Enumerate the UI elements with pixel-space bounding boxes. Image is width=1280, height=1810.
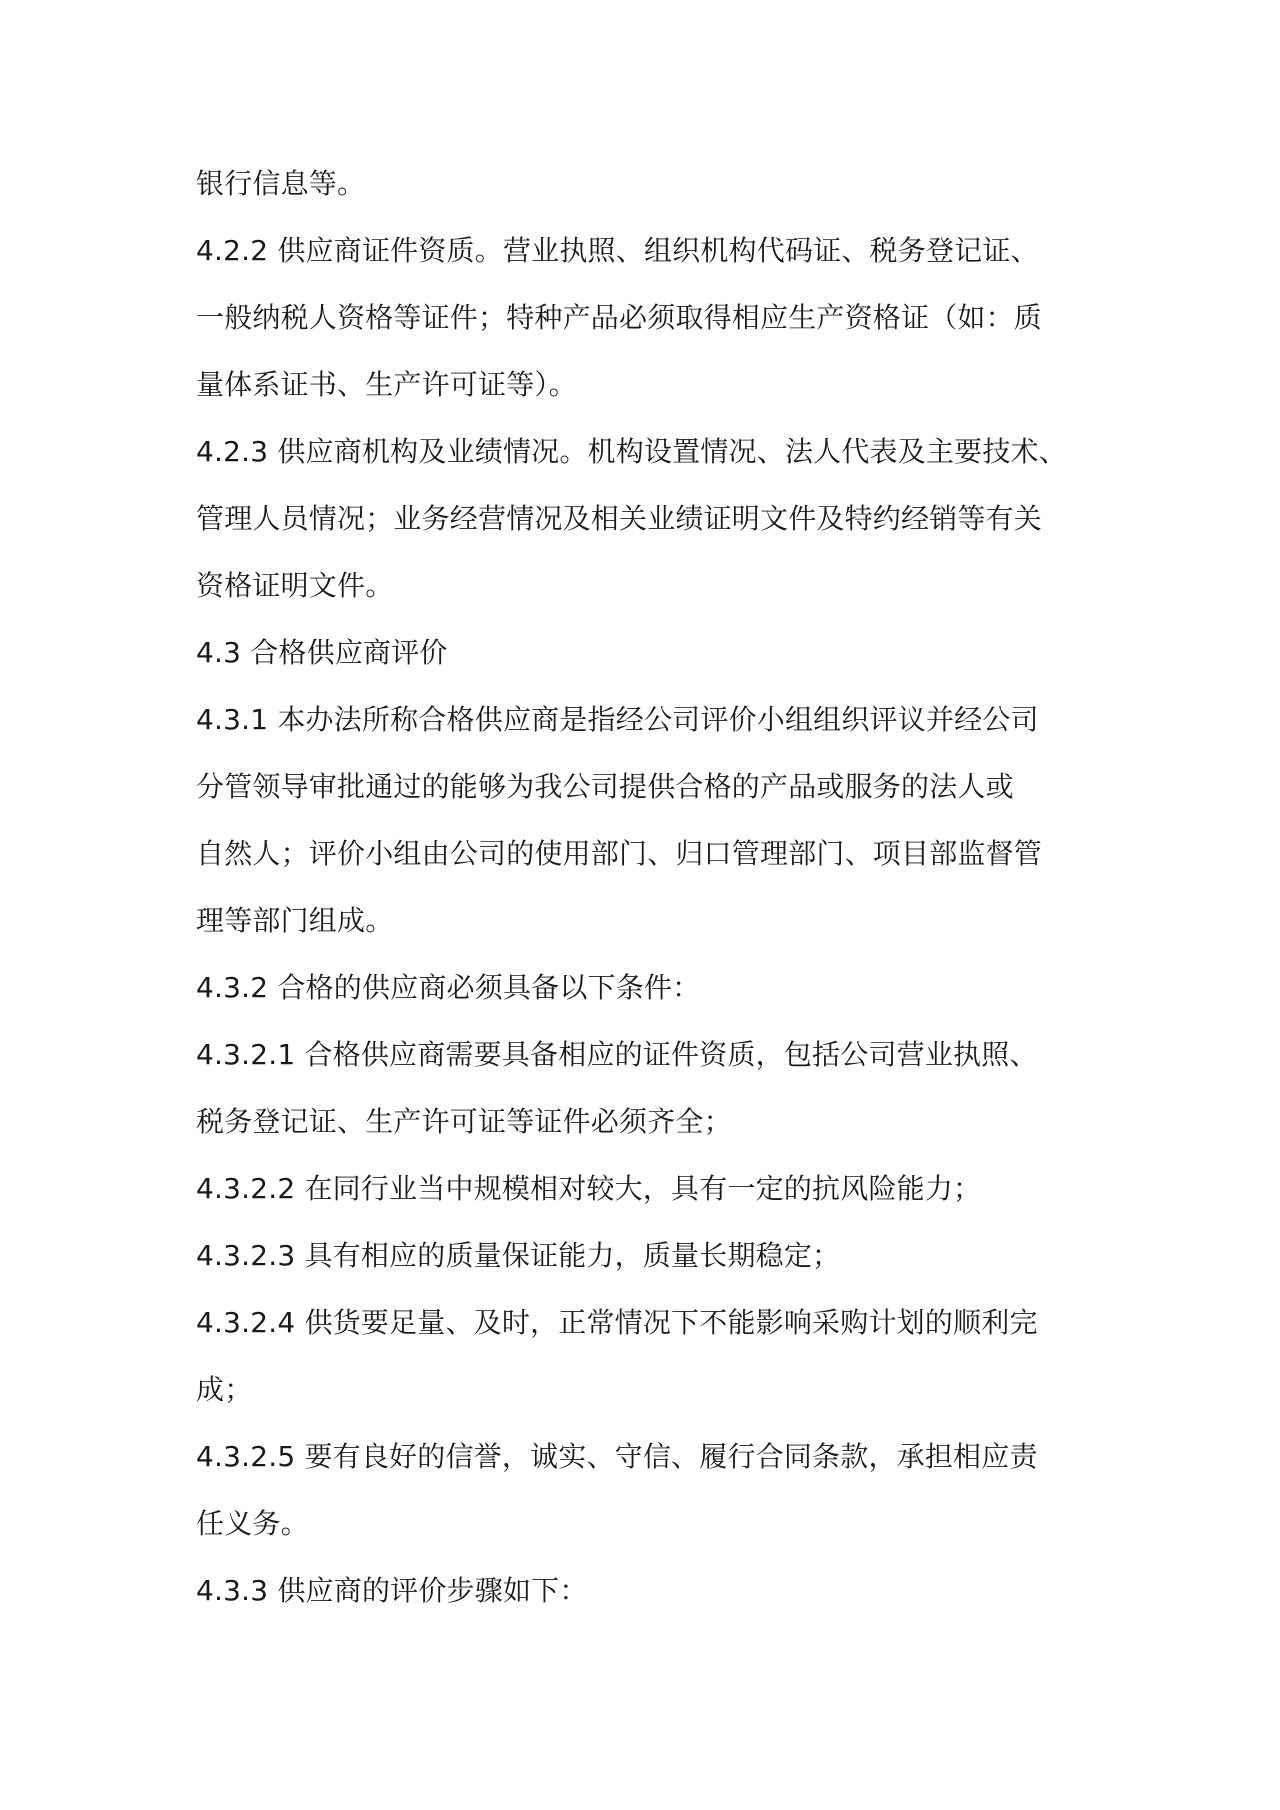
text-line: 4.3.2.4 供货要足量、及时，正常情况下不能影响采购计划的顺利完 [196,1306,1038,1339]
text-line: 4.3.1 本办法所称合格供应商是指经公司评价小组组织评议并经公司 [196,703,1039,736]
text-line: 4.3.2 合格的供应商必须具备以下条件： [196,971,701,1004]
text-line: 自然人；评价小组由公司的使用部门、归口管理部门、项目部监督管 [196,837,1043,870]
text-line: 任义务。 [196,1507,309,1540]
text-line: 税务登记证、生产许可证等证件必须齐全； [196,1105,732,1138]
text-line: 4.3.3 供应商的评价步骤如下： [196,1574,588,1607]
text-line: 一般纳税人资格等证件；特种产品必须取得相应生产资格证（如：质 [196,301,1043,334]
text-line: 4.2.2 供应商证件资质。营业执照、组织机构代码证、税务登记证、 [196,234,1039,267]
text-line: 4.3.2.2 在同行业当中规模相对较大，具有一定的抗风险能力； [196,1172,982,1205]
text-line: 成； [196,1373,253,1406]
text-line: 4.2.3 供应商机构及业绩情况。机构设置情况、法人代表及主要技术、 [196,435,1067,468]
section-heading: 4.3 合格供应商评价 [196,636,448,669]
text-line: 资格证明文件。 [196,569,394,602]
text-line: 4.3.2.3 具有相应的质量保证能力，质量长期稳定； [196,1239,841,1272]
text-line: 4.3.2.1 合格供应商需要具备相应的证件资质，包括公司营业执照、 [196,1038,1038,1071]
text-line: 管理人员情况；业务经营情况及相关业绩证明文件及特约经销等有关 [196,502,1043,535]
text-line: 银行信息等。 [196,167,366,200]
text-line: 量体系证书、生产许可证等）。 [196,368,577,401]
text-line: 4.3.2.5 要有良好的信誉，诚实、守信、履行合同条款，承担相应责 [196,1440,1038,1473]
text-line: 理等部门组成。 [196,904,394,937]
text-line: 分管领导审批通过的能够为我公司提供合格的产品或服务的法人或 [196,770,1014,803]
